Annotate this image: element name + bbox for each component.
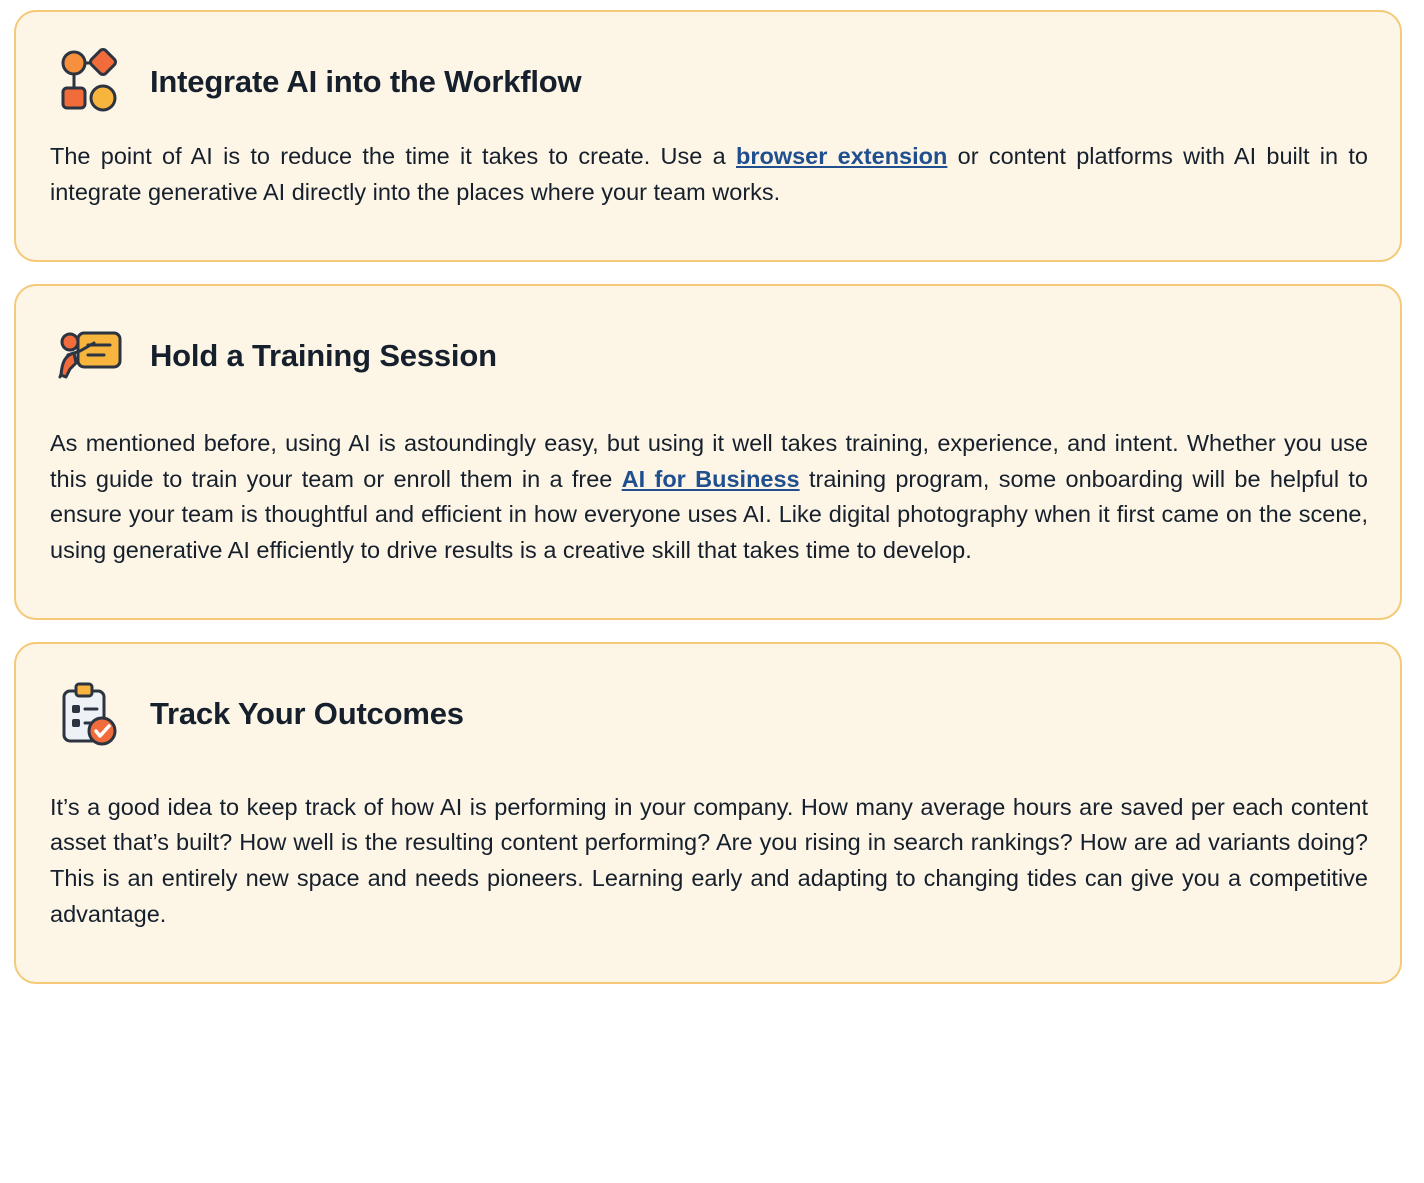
section-card-track-outcomes	[14, 642, 1402, 984]
page-title: Integrate AI into the Workflow	[150, 63, 582, 99]
body-text-post: or content platforms with AI built in to integrate generative AI directly into the places where your team works.	[50, 143, 1368, 206]
card-body	[50, 426, 1370, 569]
card-body	[50, 139, 1370, 210]
section-card-training-session	[14, 284, 1402, 620]
body-text-pre: The point of AI is to reduce the time it takes to create. Use a	[50, 143, 736, 170]
link-ai-for-business[interactable]: AI for Business	[621, 465, 800, 492]
card-header	[50, 670, 1370, 757]
link-browser-extension[interactable]: browser extension	[735, 143, 948, 170]
card-body: It’s a good idea to keep track of how AI is performing in your company. How many average hours are saved per each content asset that’s built? How well is the resulting content performing? Are you rising in search rankings? How are ad variants doing? This is an entirely new space and needs pioneers. Learning early and adapting to changing tides can give you a competitive advantage.	[50, 793, 1368, 927]
page-title: Track Your Outcomes	[150, 695, 464, 731]
body-text-pre: As mentioned before, using AI is astoundingly easy, but using it well takes training, experience, and intent. Whether you use this guide to train your team or enroll them in a free	[50, 429, 1368, 492]
section-card-integrate-ai	[14, 10, 1402, 262]
presenter-whiteboard-icon	[50, 317, 128, 395]
body-text-post: training program, some onboarding will be helpful to ensure your team is thoughtful and efficient in how everyone uses AI. Like digital photography when it first came on the scene, using generative AI efficiently to drive results is a creative skill that takes time to develop.	[50, 465, 1369, 563]
workflow-nodes-icon	[50, 43, 128, 121]
card-header	[50, 312, 1370, 399]
page-title: Hold a Training Session	[150, 338, 497, 374]
card-header	[50, 38, 1370, 125]
clipboard-check-icon	[50, 675, 128, 753]
